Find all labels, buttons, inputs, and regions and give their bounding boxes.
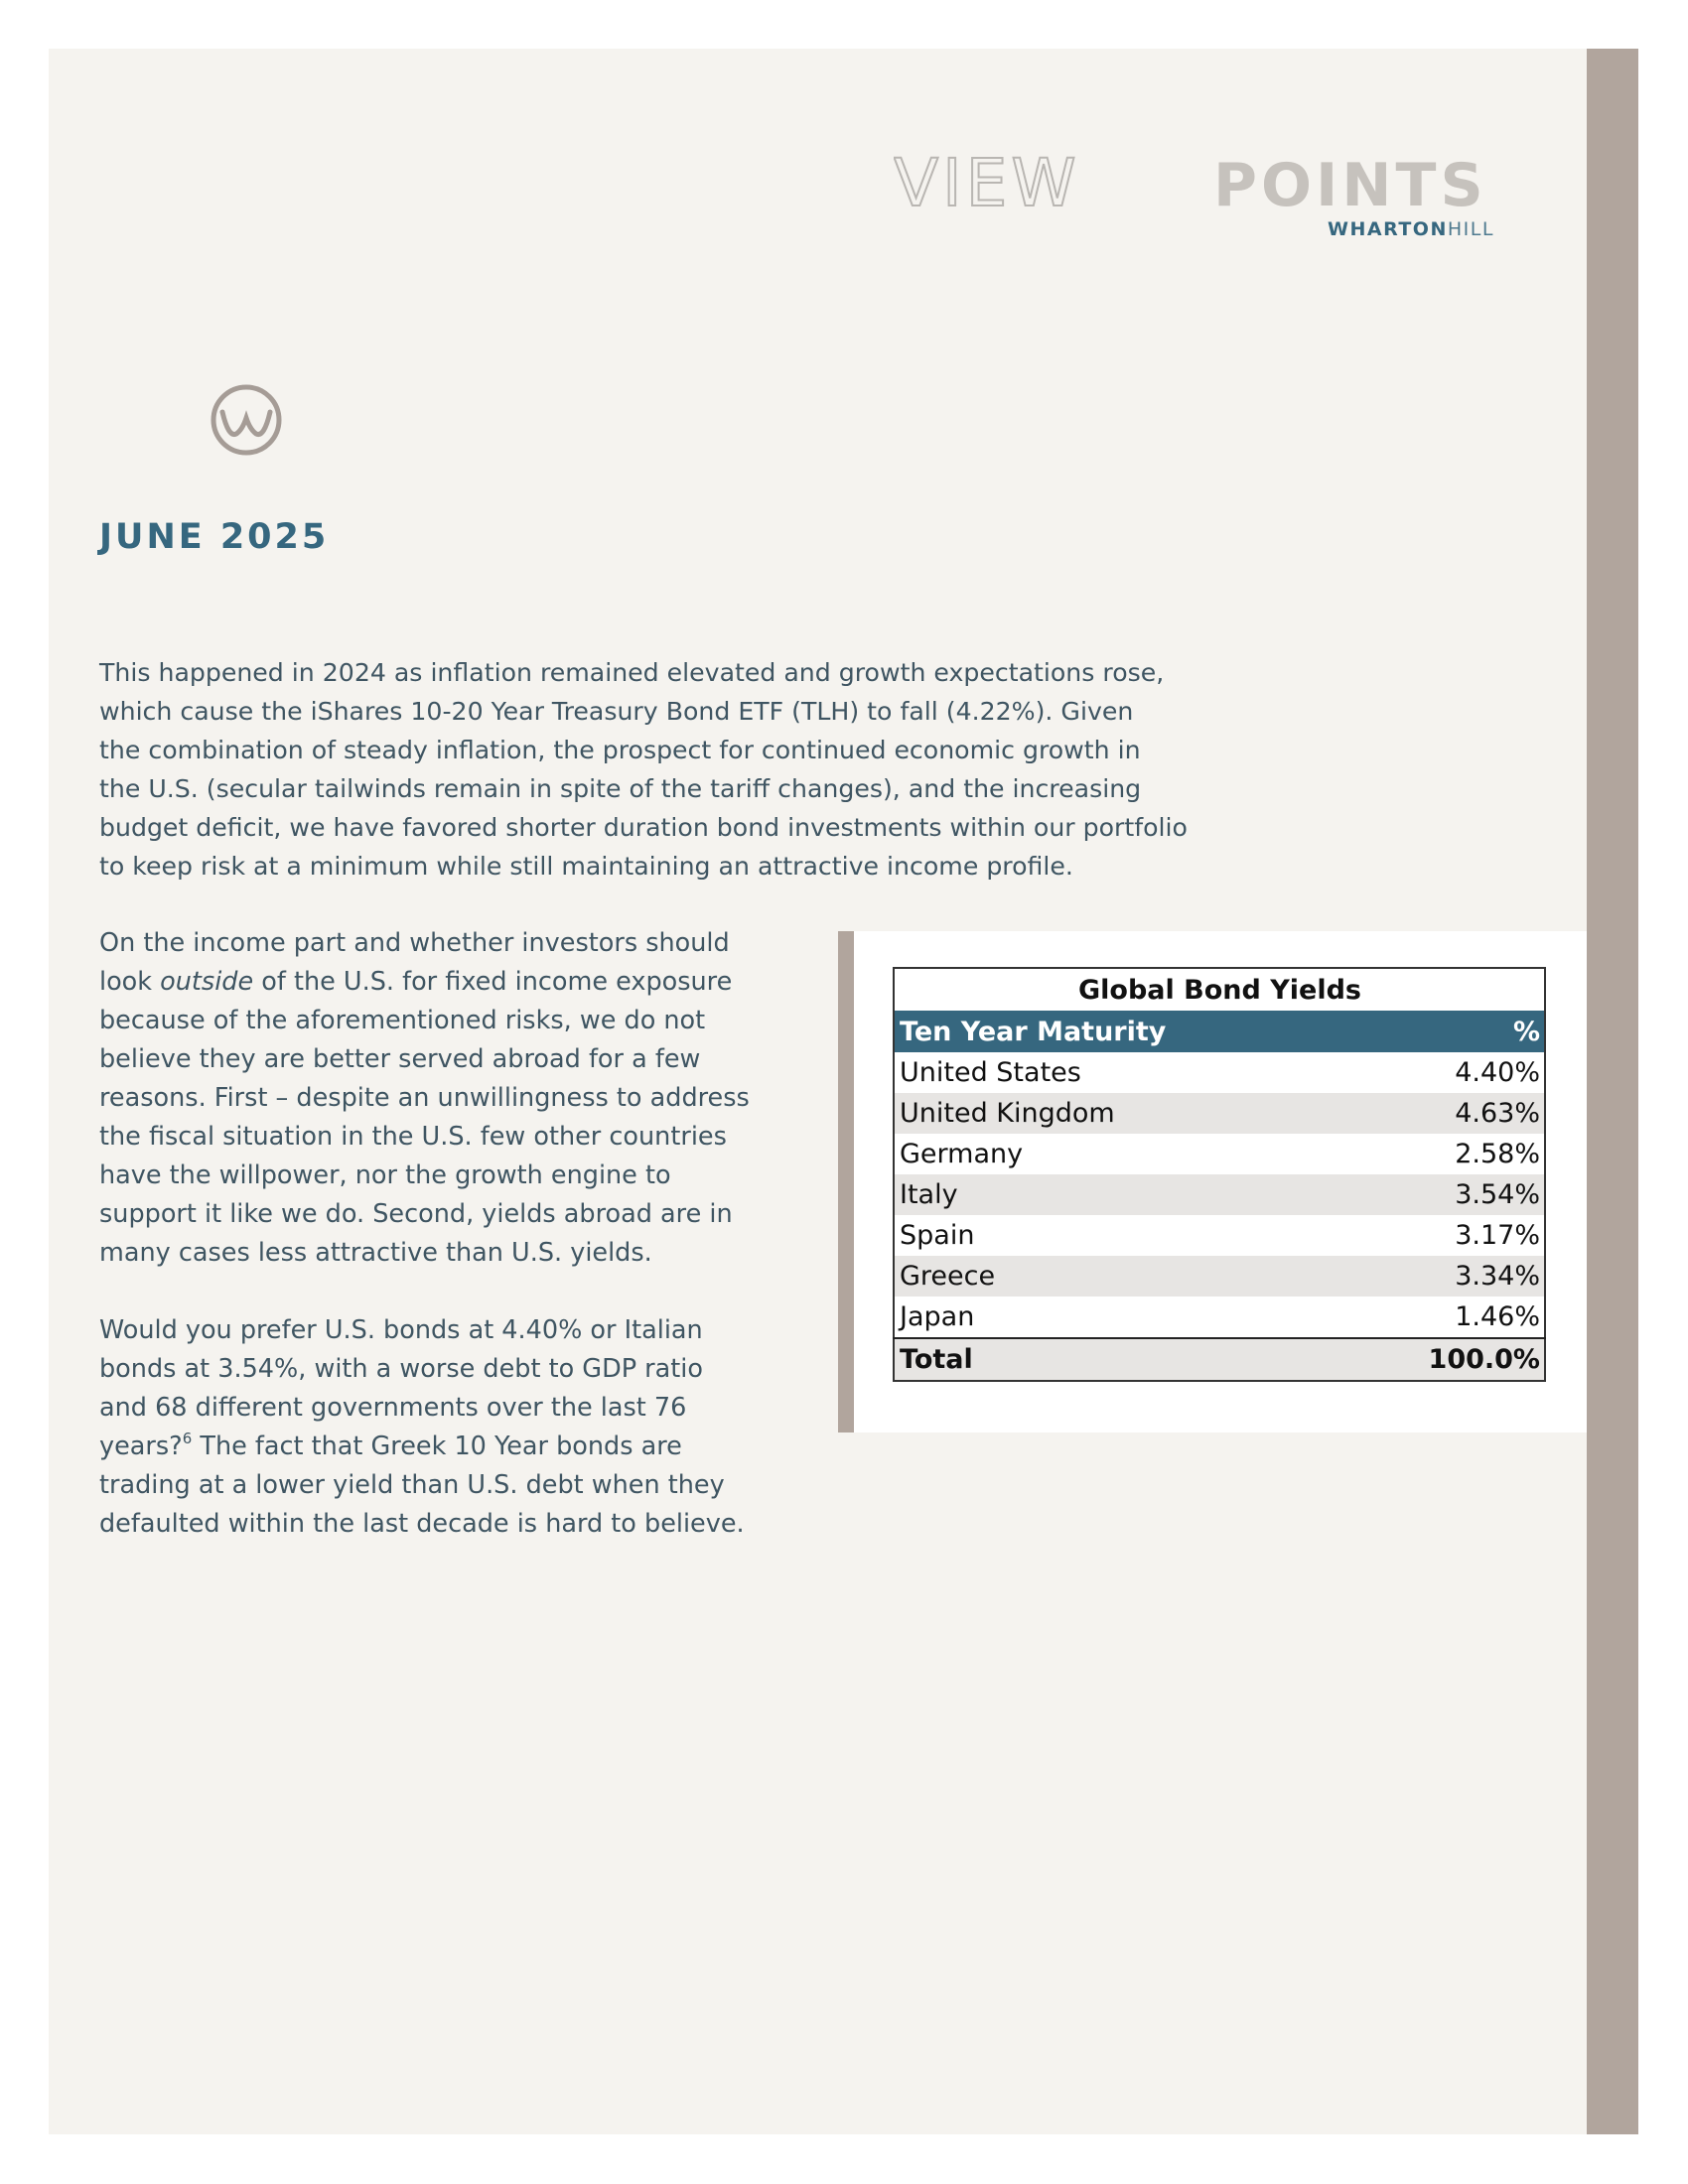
yield-cell: 3.54%	[1346, 1174, 1545, 1215]
side-accent-bar	[1587, 49, 1638, 2134]
paragraph-line: trading at a lower yield than U.S. debt when they	[99, 1470, 725, 1500]
table-total-row	[894, 1338, 1545, 1381]
paragraph-line: the combination of steady inflation, the prospect for continued economic growth in	[99, 736, 1141, 764]
paragraph-line: the U.S. (secular tailwinds remain in spite of the tariff changes), and the increasing	[99, 774, 1142, 803]
paragraph-line: believe they are better served abroad for a few	[99, 1044, 701, 1074]
table-row	[894, 1215, 1545, 1256]
line-suffix: of the U.S. for fixed income exposure	[253, 967, 733, 997]
paragraph-line: have the willpower, nor the growth engine to	[99, 1160, 671, 1190]
paragraph-line: budget deficit, we have favored shorter duration bond investments within our portfolio	[99, 813, 1188, 842]
table-title-row	[894, 968, 1545, 1011]
column-header-maturity: Ten Year Maturity	[894, 1011, 1346, 1052]
brand-light-text: VIEW	[894, 154, 1080, 221]
paragraph-line	[99, 1428, 794, 1466]
paragraph-line: This happened in 2024 as inflation remained elevated and growth expectations rose,	[99, 658, 1165, 687]
table-row	[894, 1052, 1545, 1093]
total-value-cell: 100.0%	[1346, 1338, 1545, 1381]
line-prefix: look	[99, 967, 161, 997]
paragraph-line	[99, 963, 794, 1002]
brand-sub-hill: HILL	[1447, 218, 1494, 240]
brand-sub-wharton: WHARTON	[1328, 218, 1448, 240]
line-prefix: years?	[99, 1432, 183, 1461]
yield-cell: 4.63%	[1346, 1093, 1545, 1134]
yield-cell: 4.40%	[1455, 1057, 1540, 1088]
emphasis-outside: outside	[160, 967, 254, 997]
paragraph-line: to keep risk at a minimum while still maintaining an attractive income profile.	[99, 852, 1073, 881]
paragraph-line: defaulted within the last decade is hard to believe.	[99, 1509, 745, 1539]
country-cell: United States	[900, 1057, 1081, 1088]
table-header-row	[894, 1011, 1545, 1052]
yield-cell: 3.34%	[1346, 1256, 1545, 1297]
bond-yields-panel	[838, 931, 1587, 1433]
footnote-marker: 6	[182, 1430, 193, 1447]
paragraph-line: because of the aforementioned risks, we do not	[99, 1006, 706, 1035]
country-cell: Italy	[894, 1174, 1346, 1215]
table-row	[894, 1093, 1545, 1134]
paragraph-income	[99, 924, 794, 1273]
global-bond-yields-table	[893, 967, 1546, 1382]
table-row	[894, 1256, 1545, 1297]
country-cell: Greece	[894, 1256, 1346, 1297]
column-header-percent: %	[1346, 1011, 1545, 1052]
country-cell: Germany	[900, 1139, 1024, 1169]
paragraph-line: which cause the iShares 10-20 Year Treasury Bond ETF (TLH) to fall (4.22%). Given	[99, 697, 1134, 726]
paragraph-comparison	[99, 1311, 794, 1544]
paragraph-line: support it like we do. Second, yields abroad are in	[99, 1199, 733, 1229]
paragraph-line: the fiscal situation in the U.S. few other countries	[99, 1122, 727, 1152]
paragraph-inflation	[99, 653, 1291, 886]
paragraph-line: Would you prefer U.S. bonds at 4.40% or Italian	[99, 1315, 703, 1345]
brand-sub-bold	[1328, 218, 1494, 240]
masthead	[894, 154, 1559, 243]
yield-cell: 3.17%	[1455, 1220, 1540, 1251]
table-title: Global Bond Yields	[894, 968, 1545, 1011]
yield-cell: 2.58%	[1455, 1139, 1540, 1169]
paragraph-line: many cases less attractive than U.S. yields.	[99, 1238, 652, 1268]
panel-accent-bar	[838, 931, 854, 1433]
paragraph-line: and 68 different governments over the last 76	[99, 1393, 687, 1423]
table-row	[894, 1174, 1545, 1215]
table-row	[894, 1134, 1545, 1174]
wharton-hill-logo-icon	[209, 382, 284, 458]
country-cell: Japan	[900, 1301, 975, 1332]
paragraph-line: On the income part and whether investors should	[99, 928, 730, 958]
viewpoints-wordmark	[894, 154, 1559, 243]
line-suffix: The fact that Greek 10 Year bonds are	[192, 1432, 682, 1461]
issue-date-heading: JUNE 2025	[99, 517, 330, 557]
table-row	[894, 1297, 1545, 1338]
brand-bold-text: POINTS	[1213, 154, 1487, 220]
yield-cell: 1.46%	[1455, 1301, 1540, 1332]
country-cell: United Kingdom	[894, 1093, 1346, 1134]
country-cell: Spain	[900, 1220, 975, 1251]
paragraph-line: reasons. First – despite an unwillingness to address	[99, 1083, 750, 1113]
total-label-cell: Total	[894, 1338, 1346, 1381]
paragraph-line: bonds at 3.54%, with a worse debt to GDP ratio	[99, 1354, 703, 1384]
